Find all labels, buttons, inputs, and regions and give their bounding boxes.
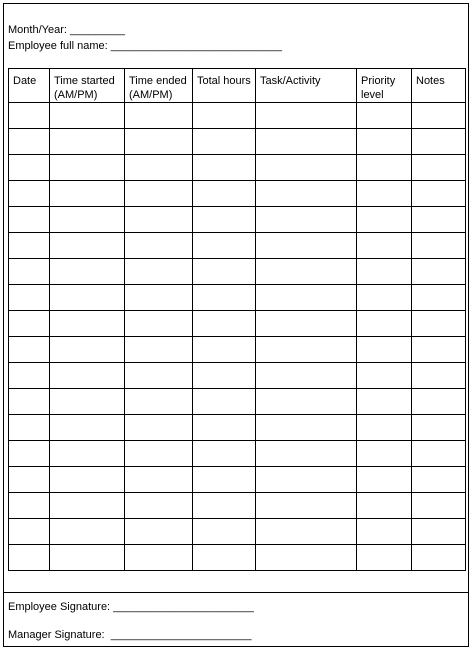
cell-time-ended[interactable] xyxy=(125,363,193,389)
cell-time-ended[interactable] xyxy=(125,233,193,259)
cell-total-hours[interactable] xyxy=(193,233,256,259)
cell-date[interactable] xyxy=(9,337,50,363)
table-row xyxy=(9,415,466,441)
cell-date[interactable] xyxy=(9,259,50,285)
cell-time-ended[interactable] xyxy=(125,285,193,311)
table-row xyxy=(9,103,466,129)
cell-time-started[interactable] xyxy=(50,285,125,311)
cell-time-started[interactable] xyxy=(50,467,125,493)
table-row xyxy=(9,519,466,545)
table-row xyxy=(9,233,466,259)
cell-task-activity[interactable] xyxy=(256,233,357,259)
table-row xyxy=(9,285,466,311)
cell-task-activity[interactable] xyxy=(256,337,357,363)
cell-time-started[interactable] xyxy=(50,103,125,129)
cell-time-ended[interactable] xyxy=(125,155,193,181)
cell-task-activity[interactable] xyxy=(256,545,357,571)
cell-total-hours[interactable] xyxy=(193,181,256,207)
cell-priority-level[interactable] xyxy=(357,155,412,181)
cell-time-ended[interactable] xyxy=(125,467,193,493)
cell-notes[interactable] xyxy=(412,467,466,493)
cell-date[interactable] xyxy=(9,233,50,259)
cell-notes[interactable] xyxy=(412,363,466,389)
cell-notes[interactable] xyxy=(412,155,466,181)
cell-notes[interactable] xyxy=(412,311,466,337)
cell-total-hours[interactable] xyxy=(193,155,256,181)
table-header-row xyxy=(9,69,466,103)
cell-total-hours[interactable] xyxy=(193,129,256,155)
cell-task-activity[interactable] xyxy=(256,181,357,207)
cell-priority-level[interactable] xyxy=(357,207,412,233)
time-log-body xyxy=(9,103,466,571)
cell-priority-level[interactable] xyxy=(357,181,412,207)
cell-notes[interactable] xyxy=(412,389,466,415)
cell-priority-level[interactable] xyxy=(357,441,412,467)
time-log-table xyxy=(8,68,466,571)
cell-priority-level[interactable] xyxy=(357,467,412,493)
cell-date[interactable] xyxy=(9,467,50,493)
cell-time-ended[interactable] xyxy=(125,389,193,415)
cell-notes[interactable] xyxy=(412,207,466,233)
cell-date[interactable] xyxy=(9,415,50,441)
cell-time-ended[interactable] xyxy=(125,519,193,545)
table-row xyxy=(9,337,466,363)
table-row xyxy=(9,441,466,467)
cell-time-ended[interactable] xyxy=(125,415,193,441)
cell-time-ended[interactable] xyxy=(125,103,193,129)
cell-priority-level[interactable] xyxy=(357,337,412,363)
cell-total-hours[interactable] xyxy=(193,337,256,363)
table-row xyxy=(9,207,466,233)
cell-total-hours[interactable] xyxy=(193,363,256,389)
cell-priority-level[interactable] xyxy=(357,129,412,155)
cell-task-activity[interactable] xyxy=(256,311,357,337)
column-header-date: Date xyxy=(9,69,50,103)
cell-date[interactable] xyxy=(9,285,50,311)
cell-total-hours[interactable] xyxy=(193,493,256,519)
cell-total-hours[interactable] xyxy=(193,311,256,337)
cell-date[interactable] xyxy=(9,441,50,467)
cell-time-ended[interactable] xyxy=(125,337,193,363)
cell-notes[interactable] xyxy=(412,493,466,519)
table-row xyxy=(9,545,466,571)
cell-date[interactable] xyxy=(9,519,50,545)
column-header-priority-level: Priority level xyxy=(357,69,412,103)
cell-priority-level[interactable] xyxy=(357,519,412,545)
cell-priority-level[interactable] xyxy=(357,493,412,519)
cell-time-started[interactable] xyxy=(50,519,125,545)
cell-time-ended[interactable] xyxy=(125,259,193,285)
cell-task-activity[interactable] xyxy=(256,389,357,415)
cell-task-activity[interactable] xyxy=(256,129,357,155)
cell-total-hours[interactable] xyxy=(193,519,256,545)
employee-signature-field[interactable]: Employee Signature: _______________________ xyxy=(8,601,254,613)
cell-time-ended[interactable] xyxy=(125,311,193,337)
table-row xyxy=(9,493,466,519)
cell-task-activity[interactable] xyxy=(256,467,357,493)
cell-notes[interactable] xyxy=(412,103,466,129)
cell-notes[interactable] xyxy=(412,233,466,259)
cell-notes[interactable] xyxy=(412,285,466,311)
cell-time-ended[interactable] xyxy=(125,129,193,155)
cell-time-started[interactable] xyxy=(50,233,125,259)
cell-date[interactable] xyxy=(9,155,50,181)
table-row xyxy=(9,259,466,285)
cell-task-activity[interactable] xyxy=(256,519,357,545)
cell-notes[interactable] xyxy=(412,415,466,441)
cell-date[interactable] xyxy=(9,545,50,571)
cell-notes[interactable] xyxy=(412,129,466,155)
cell-priority-level[interactable] xyxy=(357,103,412,129)
column-header-time-started: Time started (AM/PM) xyxy=(50,69,125,103)
cell-time-started[interactable] xyxy=(50,441,125,467)
cell-priority-level[interactable] xyxy=(357,363,412,389)
manager-signature-field[interactable]: Manager Signature: _______________________ xyxy=(8,629,252,641)
cell-notes[interactable] xyxy=(412,259,466,285)
cell-time-started[interactable] xyxy=(50,155,125,181)
table-row xyxy=(9,129,466,155)
cell-date[interactable] xyxy=(9,311,50,337)
cell-time-started[interactable] xyxy=(50,181,125,207)
cell-time-ended[interactable] xyxy=(125,207,193,233)
cell-priority-level[interactable] xyxy=(357,415,412,441)
column-header-task-activity: Task/Activity xyxy=(256,69,357,103)
cell-time-ended[interactable] xyxy=(125,441,193,467)
footer-divider xyxy=(4,592,468,593)
cell-notes[interactable] xyxy=(412,337,466,363)
cell-time-started[interactable] xyxy=(50,259,125,285)
table-row xyxy=(9,363,466,389)
cell-priority-level[interactable] xyxy=(357,545,412,571)
cell-total-hours[interactable] xyxy=(193,467,256,493)
cell-task-activity[interactable] xyxy=(256,493,357,519)
table-row xyxy=(9,181,466,207)
cell-time-started[interactable] xyxy=(50,415,125,441)
cell-task-activity[interactable] xyxy=(256,103,357,129)
table-row xyxy=(9,389,466,415)
cell-notes[interactable] xyxy=(412,441,466,467)
cell-time-started[interactable] xyxy=(50,389,125,415)
cell-total-hours[interactable] xyxy=(193,389,256,415)
cell-priority-level[interactable] xyxy=(357,259,412,285)
cell-total-hours[interactable] xyxy=(193,285,256,311)
cell-task-activity[interactable] xyxy=(256,207,357,233)
cell-priority-level[interactable] xyxy=(357,233,412,259)
cell-time-started[interactable] xyxy=(50,311,125,337)
cell-task-activity[interactable] xyxy=(256,415,357,441)
cell-date[interactable] xyxy=(9,389,50,415)
cell-priority-level[interactable] xyxy=(357,285,412,311)
cell-notes[interactable] xyxy=(412,545,466,571)
cell-total-hours[interactable] xyxy=(193,103,256,129)
cell-notes[interactable] xyxy=(412,181,466,207)
cell-date[interactable] xyxy=(9,103,50,129)
cell-time-ended[interactable] xyxy=(125,493,193,519)
cell-task-activity[interactable] xyxy=(256,363,357,389)
cell-task-activity[interactable] xyxy=(256,441,357,467)
cell-total-hours[interactable] xyxy=(193,415,256,441)
table-row xyxy=(9,155,466,181)
employee-name-field[interactable]: Employee full name: ____________________________ xyxy=(8,40,283,52)
cell-date[interactable] xyxy=(9,207,50,233)
cell-total-hours[interactable] xyxy=(193,259,256,285)
cell-time-ended[interactable] xyxy=(125,545,193,571)
cell-time-started[interactable] xyxy=(50,363,125,389)
cell-total-hours[interactable] xyxy=(193,207,256,233)
cell-time-started[interactable] xyxy=(50,337,125,363)
cell-task-activity[interactable] xyxy=(256,285,357,311)
cell-date[interactable] xyxy=(9,129,50,155)
month-year-field[interactable]: Month/Year: _________ xyxy=(8,24,126,36)
table-row xyxy=(9,467,466,493)
column-header-time-ended: Time ended (AM/PM) xyxy=(125,69,193,103)
cell-time-started[interactable] xyxy=(50,545,125,571)
cell-total-hours[interactable] xyxy=(193,441,256,467)
cell-time-started[interactable] xyxy=(50,129,125,155)
timesheet-page xyxy=(3,3,469,647)
cell-task-activity[interactable] xyxy=(256,155,357,181)
cell-time-ended[interactable] xyxy=(125,181,193,207)
cell-time-started[interactable] xyxy=(50,493,125,519)
cell-time-started[interactable] xyxy=(50,207,125,233)
cell-notes[interactable] xyxy=(412,519,466,545)
table-row xyxy=(9,311,466,337)
cell-date[interactable] xyxy=(9,493,50,519)
cell-priority-level[interactable] xyxy=(357,389,412,415)
cell-task-activity[interactable] xyxy=(256,259,357,285)
cell-priority-level[interactable] xyxy=(357,311,412,337)
cell-date[interactable] xyxy=(9,181,50,207)
column-header-notes: Notes xyxy=(412,69,466,103)
cell-total-hours[interactable] xyxy=(193,545,256,571)
column-header-total-hours: Total hours xyxy=(193,69,256,103)
cell-date[interactable] xyxy=(9,363,50,389)
